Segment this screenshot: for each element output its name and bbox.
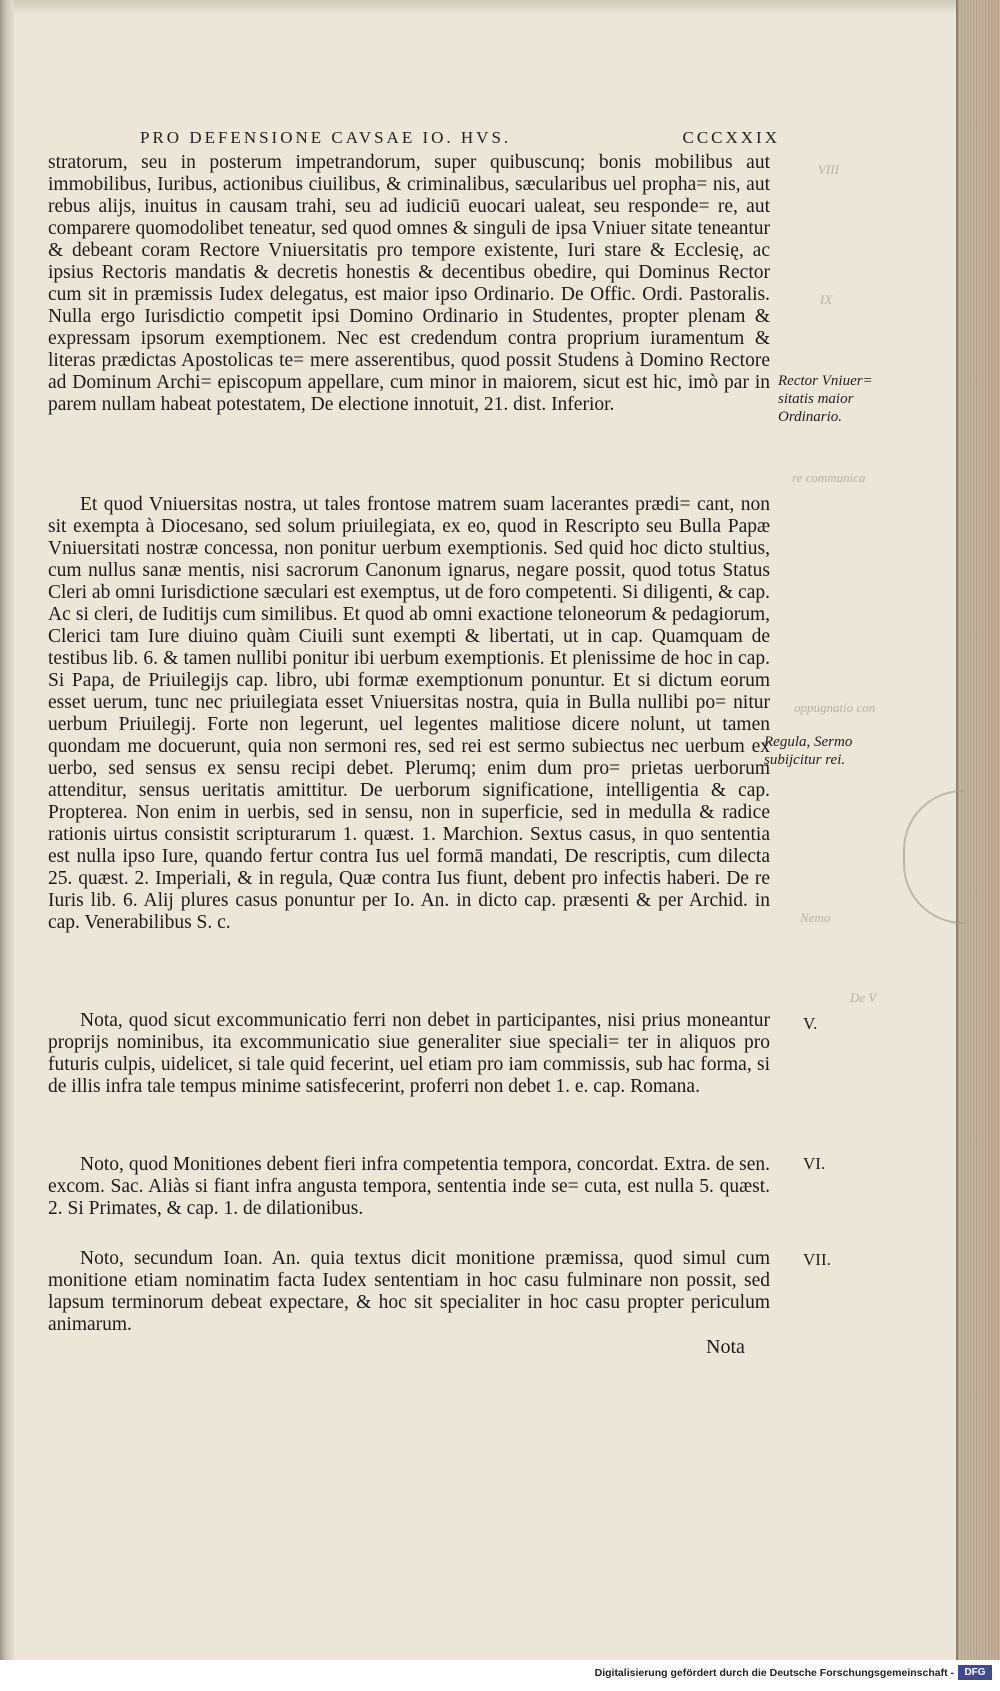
section-number-v: V. [803, 1014, 818, 1033]
show-through-text: IX [820, 292, 833, 307]
catchword: Nota [706, 1336, 745, 1358]
paragraph-text: Nota, quod sicut excommunicatio ferri non debet in participantes, nisi prius moneantur proprijs nominibus, ita excommunicatio siue generaliter siue speciali= ter in aliquos pro futuris culpis, uidelicet, si tale quid fecerint, uel etiam pro iam commissis, sub hac forma, si de illis infra tale tempus minime satisfecerint, proferri non debet 1. e. cap. Romana. [48, 1010, 770, 1097]
show-through-text: De V [850, 990, 877, 1005]
binding-shadow [0, 0, 14, 1660]
paragraph-2 [48, 494, 770, 934]
paragraph-1 [48, 152, 770, 416]
folio-number: CCCXXIX [682, 128, 780, 147]
running-header [140, 128, 780, 148]
paragraph-text: stratorum, seu in posterum impetrandorum, super quibuscunq; bonis mobilibus aut immobilibus, Iuribus, actionibus ciuilibus, & criminalibus, sæcularibus uel propha= nis, aut rebus alijs, inuitus in causam trahi, seu ad iudiciū euocari ualeat, seu responde= re, aut comparere quomodolibet teneatur, sed quod omnes & singuli de ipsa Vniuer sitate teneantur & debeant coram Rectore Vniuersitatis pro tempore existente, Iuri stare & Ecclesię, ac ipsius Rectoris mandatis & decretis honestis & decentibus obedire, qui Dominus Rector cum sit in præmissis Iudex delegatus, est maior ipso Ordinario. De Offic. Ordi. Pastoralis. Nulla ergo Iurisdictio competit ipsi Domino Ordinario in Studentes, propter plenam & expressam ipsorum exemptionem. Nec est credendum contra proprium iuramentum & literas prædictas Apostolicas te= mere asserentibus, quod possit Studens à Domino Rectore ad Dominum Archi= episcopum appellare, cum minor in maiorem, sicut est hic, imò par in parem nullam habeat potestatem, De electione innotuit, 21. dist. Inferior. [48, 152, 770, 415]
dfg-logo: DFG [958, 1665, 992, 1680]
top-shadow [0, 0, 1000, 14]
running-title: PRO DEFENSIONE CAVSAE IO. HVS. [140, 128, 512, 147]
margin-note-rector: Rector Vniuer= sitatis maior Ordinario. [778, 373, 873, 425]
show-through-text: Nemo [800, 910, 831, 925]
show-through-text: oppugnatio con [794, 700, 876, 715]
paragraph-5 [48, 1248, 770, 1336]
paragraph-3 [48, 1010, 770, 1098]
paragraph-text: Noto, quod Monitiones debent fieri infra competentia tempora, concordat. Extra. de sen. excom. Sac. Aliàs si fiant infra angusta tempora, sententia inde se= cuta, est nulla 5. quæst. 2. Si Primates, & cap. 1. de dilationibus. [48, 1154, 770, 1219]
bookmark-loop [903, 790, 965, 924]
footer-bar [0, 1660, 1000, 1691]
show-through-text: re communica [792, 470, 866, 485]
section-number-vi: VI. [803, 1154, 826, 1173]
margin-note-regula: Regula, Sermo subijcitur rei. [764, 734, 853, 768]
footer-credit: Digitalisierung gefördert durch die Deutsche Forschungsgemeinschaft - [594, 1667, 954, 1679]
section-number-vii: VII. [803, 1250, 831, 1269]
paragraph-4 [48, 1154, 770, 1220]
show-through-text: VIII [818, 162, 839, 177]
paragraph-text: Noto, secundum Ioan. An. quia textus dicit monitione præmissa, quod simul cum monitione etiam nominatim facta Iudex sententiam in hoc casu fulminare non possit, sed lapsum terminorum debeat expectare, & hoc sit specialiter in hoc casu propter periculum animarum. [48, 1248, 770, 1335]
paragraph-text: Et quod Vniuersitas nostra, ut tales frontose matrem suam lacerantes prædi= cant, non sit exempta à Diocesano, sed solum priuilegiata, ex eo, quod in Rescripto seu Bulla Papæ Vniuersitati nostræ concessa, non ponitur uerbum exemptionis. Sed quid hoc dicto stultius, cum nullus sanæ mentis, nisi sacrorum Canonum ignarus, negare possit, quod totus Status Cleri ab omni Iurisdictione sæculari est exemptus, ut de foro competenti. Si diligenti, & cap. Ac si cleri, de Iuditijs cum similibus. Et quod ab omni exactione teloneorum & pedagiorum, Clerici tam Iure diuino quàm Ciuili sunt exempti & libertati, ut in cap. Quamquam de testibus lib. 6. & tamen nullibi ponitur ibi uerbum exemptionis. Et plenissime de hoc in cap. Si Papa, de Priuilegijs cap. libro, ubi formæ exemptionum ponuntur. Et si dictum eorum esset uerum, tunc nec priuilegiata esset Vniuersitas nostra, quia in Bulla nullibi po= nitur uerbum Priuilegij. Forte non legerunt, uel legentes malitiose dicere nolunt, ut tamen quondam me docuerunt, quia non sermoni res, sed rei est sermo subiectus nec uerbum ex uerbo, sed sensus ex sensu recipi debet. Plerumq; enim dum pro= prietas uerborum attenditur, sensus ueritatis amittitur. De uerborum significatione, intelligentia & cap. Propterea. Non enim in uerbis, sed in sensu, non in superficie, sed in medulla & radice rationis uirtus consistit scripturarum 1. quæst. 1. Marchion. Sextus casus, in quo sententia est nulla ipso Iure, quando fertur contra Ius uel formā mandati, De rescriptis, cum dilecta 25. quæst. 2. Imperiali, & in regula, Quæ contra Ius fiunt, debent pro infectis haberi. De re Iuris lib. 6. Alij plures casus ponuntur per Io. An. in dicto cap. præsenti & per Archid. in cap. Venerabilibus S. c. [48, 494, 770, 933]
